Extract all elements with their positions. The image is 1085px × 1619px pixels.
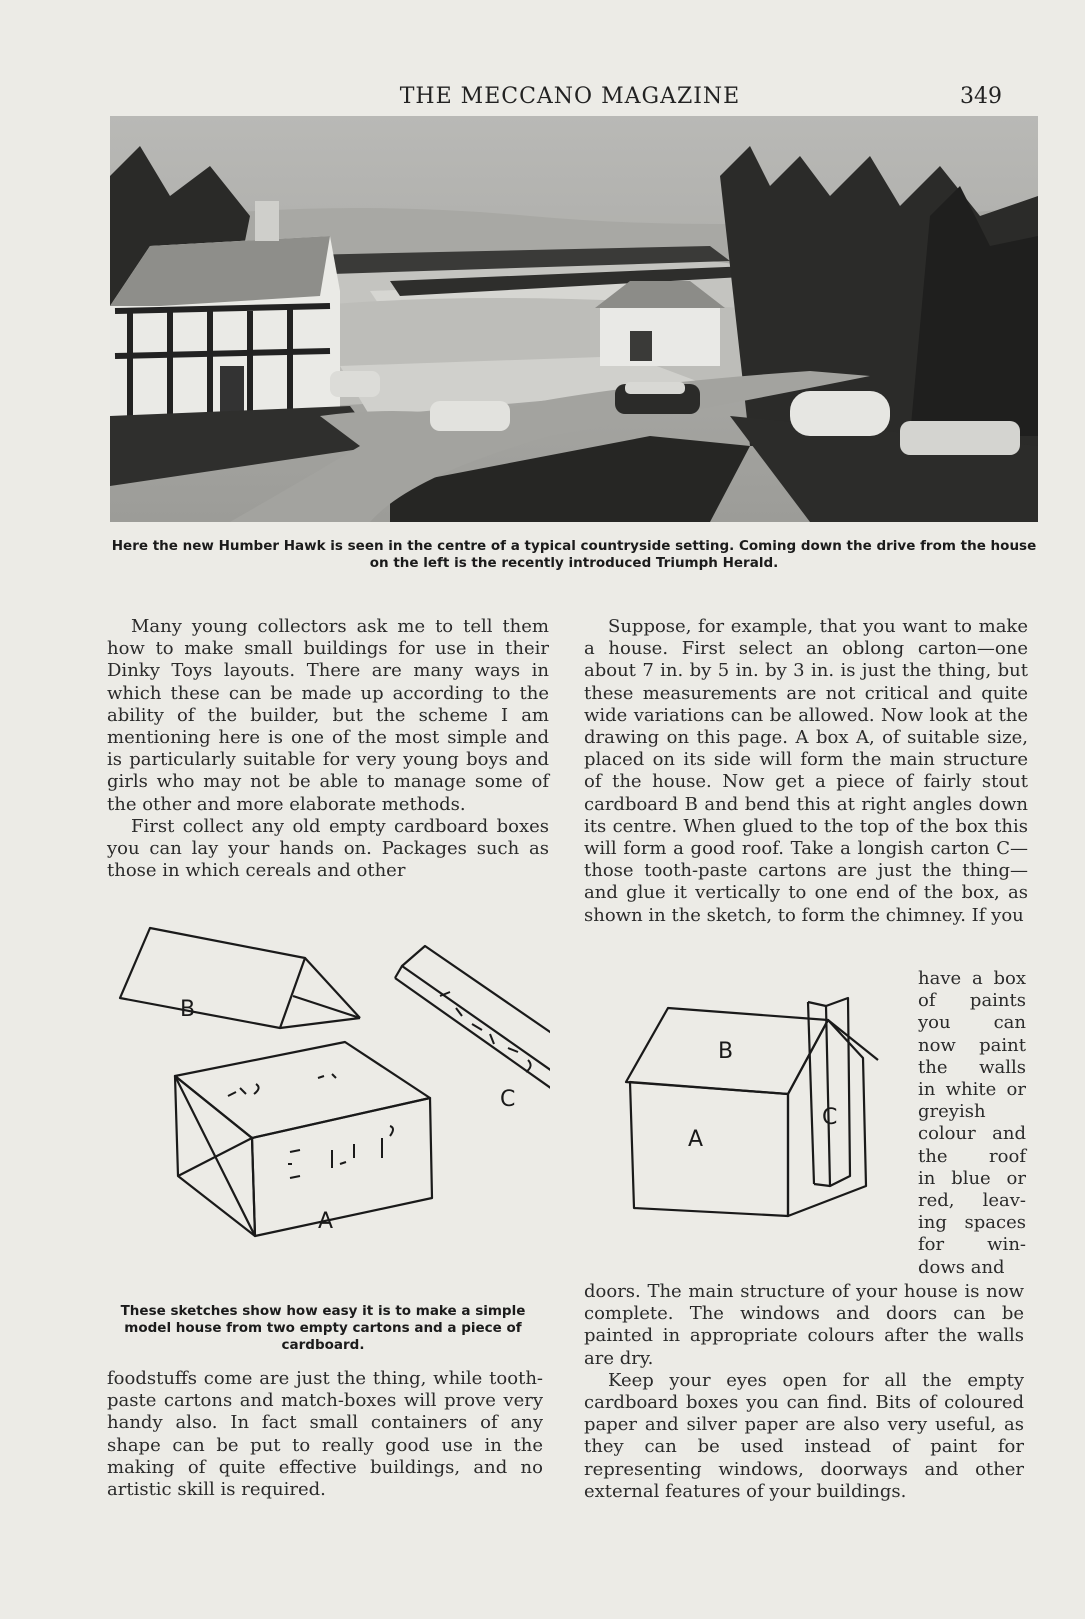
text-line: now paint [918,1034,1026,1056]
paragraph: First collect any old empty cardboard boxes you can lay your hands on. Packages such as those in which cereals and other [107,815,549,882]
article-left-column [107,616,549,882]
article-right-column-continued [584,1281,1024,1503]
label-b: B [180,997,196,1022]
paragraph: foodstuffs come are just the thing, while tooth-paste cartons and match-boxes will prove very handy also. In fact small containers of any shape can be put to really good use in the making of quite effective buildings, and no artistic skill is required. [107,1368,543,1501]
label-a: A [318,1209,334,1234]
text-line: you can [918,1012,1026,1034]
running-title: THE MECCANO MAGAZINE [399,84,741,109]
label-c: C [822,1105,838,1130]
page-number: 349 [960,84,1002,109]
sketch-caption: These sketches show how easy it is to make a simple model house from two empty cartons and a piece of cardboard. [120,1303,526,1353]
text-line: the roof [918,1145,1026,1167]
roof-piece-b [120,928,305,1028]
text-line: in blue or [918,1167,1026,1189]
label-b: B [718,1039,734,1064]
sketch-parts-drawing [110,916,550,1266]
text-line: the walls [918,1056,1026,1078]
text-line: for win- [918,1234,1026,1256]
article-right-column [584,616,1028,927]
label-c: C [500,1087,516,1112]
paragraph: Keep your eyes open for all the empty cardboard boxes you can find. Bits of coloured paper and silver paper are also very useful, as they can be used instead of paint for representing windows, doorways and other external features of your buildings. [584,1369,1024,1502]
countryside-photo [110,116,1038,522]
text-line: of paints [918,990,1026,1012]
text-line: in white or [918,1079,1026,1101]
text-line: greyish [918,1101,986,1123]
article-right-narrow-lines [918,968,1026,1279]
text-line: dows and [918,1256,1005,1278]
text-line: have a box [918,968,1026,989]
text-line: colour and [918,1123,1026,1145]
photo-caption: Here the new Humber Hawk is seen in the centre of a typical countryside setting. Coming down the drive from the house on the left is the recently introduced Triumph Herald. [111,538,1037,571]
label-a: A [688,1127,704,1152]
text-line: ing spaces [918,1212,1026,1234]
paragraph: Many young collectors ask me to tell them how to make small buildings for use in their Dinky Toys layouts. There are many ways in which these can be made up according to the ability of the builder, but the scheme I am mentioning here is one of the most simple and is particularly suitable for very young boys and girls who may not be able to manage some of the other and more elaborate methods. [107,616,549,815]
chimney-carton-c [402,946,550,1078]
paragraph: doors. The main structure of your house is now complete. The windows and doors can be painted in appropriate colours after the walls are dry. [584,1281,1024,1369]
paragraph: Suppose, for example, that you want to make a house. First select an oblong carton—one about 7 in. by 5 in. by 3 in. is just the thing, but these measurements are not critical and quite wide variations can be allowed. Now look at the drawing on this page. A box A, of suitable size, placed on its side will form the main structure of the house. Now get a piece of fairly stout cardboard B and bend this at right angles down its centre. When glued to the top of the box this will form a good roof. Take a longish carton C—those tooth-paste cartons are just the thing—and glue it vertically to one end of the box, as shown in the sketch, to form the chimney. If you [584,616,1028,926]
sketch-assembled-house [618,996,908,1226]
text-line: red, leav- [918,1190,1026,1212]
article-left-column-continued [107,1368,543,1501]
box-carton-a [175,1042,430,1138]
